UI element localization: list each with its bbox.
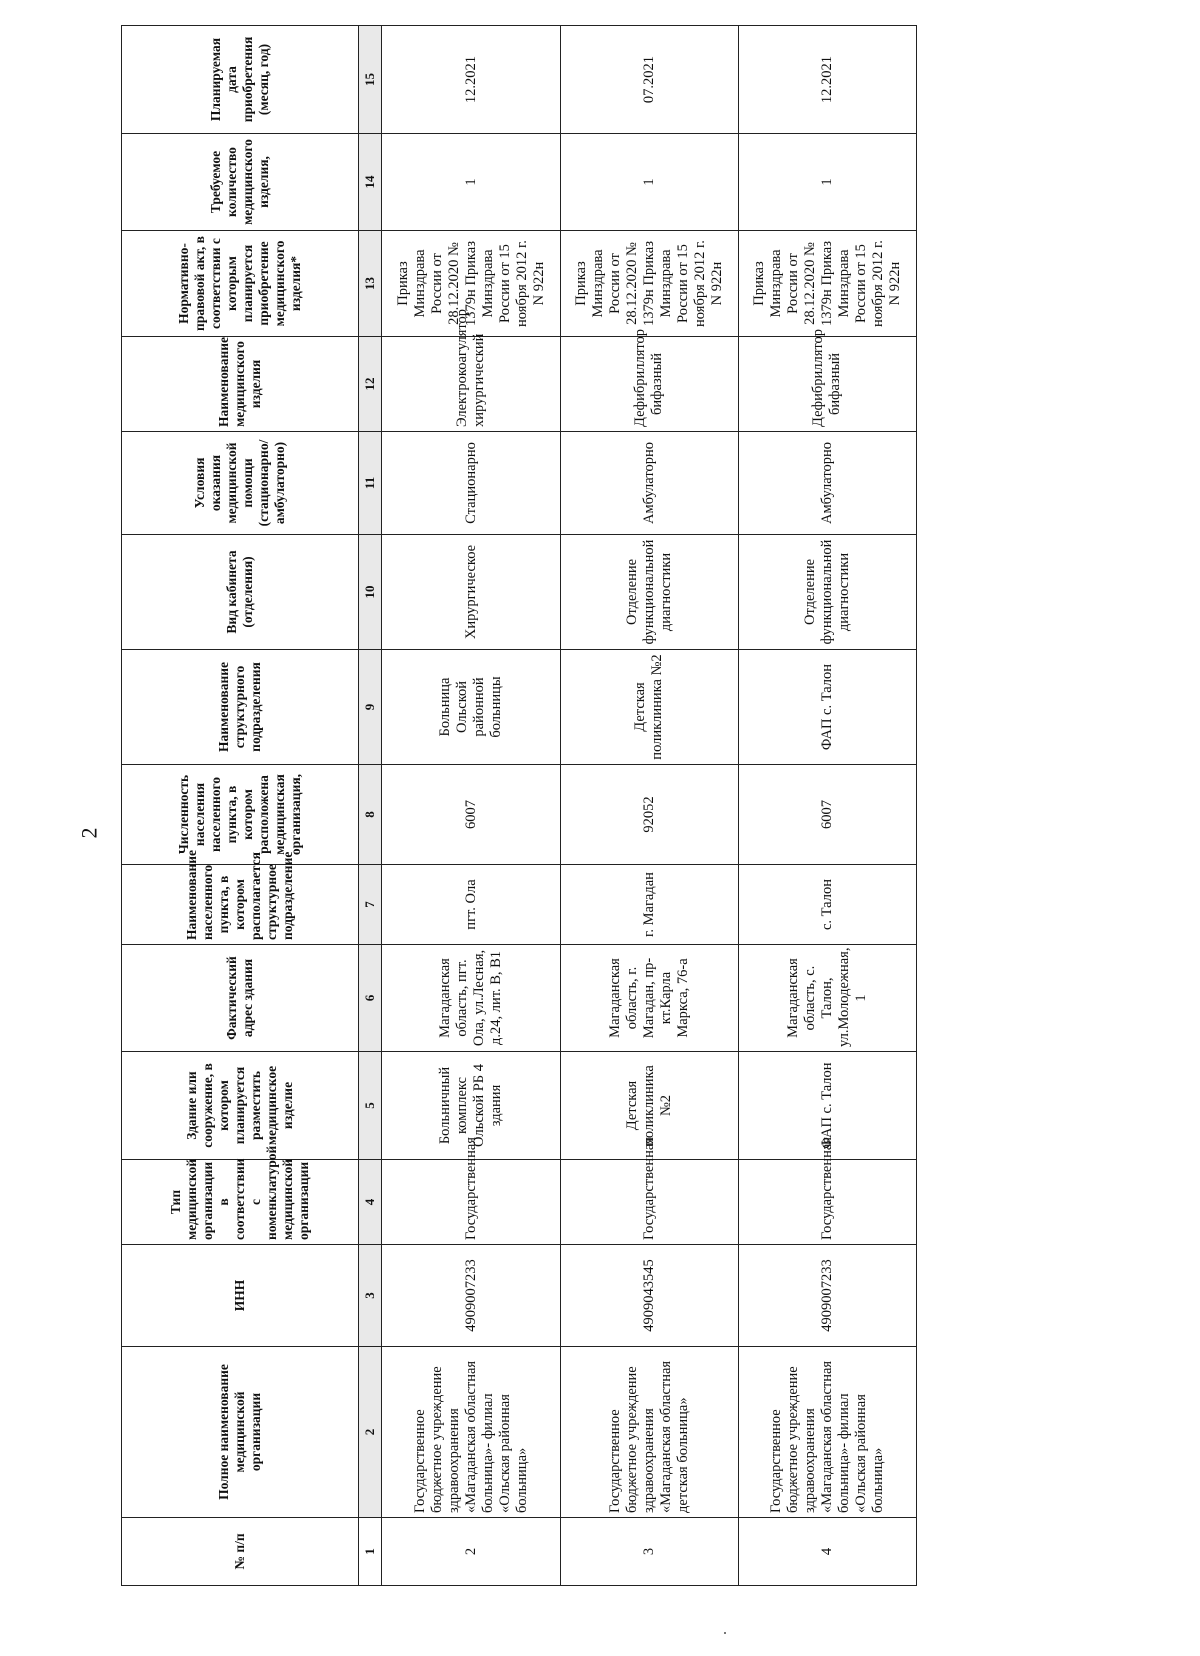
cell-org-name: Государственное бюджетное учреждение здравоохранения «Магаданская областная детская больница» — [560, 1347, 738, 1518]
header-cell: Требуемое количество медицинского изделия, — [122, 134, 359, 231]
cell-row-number: 4 — [738, 1518, 916, 1586]
cell-building: Детская поликлиника №2 — [560, 1052, 738, 1160]
header-row — [122, 26, 359, 1586]
header-cell: ИНН — [122, 1245, 359, 1347]
column-number: 2 — [359, 1347, 382, 1518]
equipment-table — [121, 25, 917, 1586]
cell-planned-date: 12.2021 — [382, 26, 560, 134]
cell-inn: 4909007233 — [738, 1245, 916, 1347]
column-number: 7 — [359, 865, 382, 945]
header-cell: Тип медицинской организации в соответствии с номенклатурой медицинской организации — [122, 1160, 359, 1245]
cell-device-name: Дефибриллятор бифазный — [738, 337, 916, 432]
table-row — [738, 26, 916, 1586]
cell-inn: 4909043545 — [560, 1245, 738, 1347]
cell-department: Хирургическое — [382, 535, 560, 650]
cell-conditions: Амбулаторно — [738, 432, 916, 535]
cell-legal-act: Приказ Минздрава России от 28.12.2020 № 1379н Приказ Минздрава России от 15 ноября 2012 г. N 922н — [560, 231, 738, 337]
cell-building: Больничный комплекс Ольской РБ 4 здания — [382, 1052, 560, 1160]
column-number: 4 — [359, 1160, 382, 1245]
cell-inn: 4909007233 — [382, 1245, 560, 1347]
column-number: 10 — [359, 535, 382, 650]
column-number: 8 — [359, 765, 382, 865]
cell-org-name: Государственное бюджетное учреждение здравоохранения «Магаданская областная больница»- филиал «Ольская районная больница» — [738, 1347, 916, 1518]
column-number: 1 — [359, 1518, 382, 1586]
cell-row-number: 2 — [382, 1518, 560, 1586]
cell-device-name: Дефибриллятор бифазный — [560, 337, 738, 432]
cell-population: 6007 — [382, 765, 560, 865]
scan-mark — [724, 1632, 726, 1634]
column-number: 6 — [359, 945, 382, 1052]
page-number: 2 — [76, 827, 102, 839]
header-cell: Наименование населенного пункта, в котором располагается структурное подразделение — [122, 865, 359, 945]
cell-org-type: Государственная — [382, 1160, 560, 1245]
cell-subdivision: Больница Ольской районной больницы — [382, 650, 560, 765]
column-number: 3 — [359, 1245, 382, 1347]
cell-address: Магаданская область, пгт. Ола, ул.Лесная, д.24, лит. В, В1 — [382, 945, 560, 1052]
cell-conditions: Амбулаторно — [560, 432, 738, 535]
cell-quantity: 1 — [382, 134, 560, 231]
cell-locality: с. Талон — [738, 865, 916, 945]
header-cell: № п/п — [122, 1518, 359, 1586]
header-cell: Полное наименование медицинской организации — [122, 1347, 359, 1518]
cell-population: 6007 — [738, 765, 916, 865]
header-cell: Условия оказания медицинской помощи (стационарно/ амбулаторно) — [122, 432, 359, 535]
column-number: 12 — [359, 337, 382, 432]
column-number: 13 — [359, 231, 382, 337]
header-cell: Численность населения населенного пункта, в котором расположена медицинская организация, — [122, 765, 359, 865]
table-row — [382, 26, 560, 1586]
cell-planned-date: 12.2021 — [738, 26, 916, 134]
cell-population: 92052 — [560, 765, 738, 865]
cell-quantity: 1 — [738, 134, 916, 231]
table-rotated — [121, 26, 917, 1586]
cell-legal-act: Приказ Минздрава России от 28.12.2020 № 1379н Приказ Минздрава России от 15 ноября 2012 г. N 922н — [382, 231, 560, 337]
cell-legal-act: Приказ Минздрава России от 28.12.2020 № 1379н Приказ Минздрава России от 15 ноября 2012 г. N 922н — [738, 231, 916, 337]
column-number-row — [359, 26, 382, 1586]
header-cell: Наименование структурного подразделения — [122, 650, 359, 765]
header-cell: Фактический адрес здания — [122, 945, 359, 1052]
cell-address: Магаданская область, с. Талон, ул.Молодежная, 1 — [738, 945, 916, 1052]
column-number: 5 — [359, 1052, 382, 1160]
header-cell: Нормативно-правовой акт, в соответствии с которым планируется приобретение медицинского изделия* — [122, 231, 359, 337]
header-cell: Здание или сооружение, в котором планируется разместить медицинское изделие — [122, 1052, 359, 1160]
cell-org-name: Государственное бюджетное учреждение здравоохранения «Магаданская областная больница»- филиал «Ольская районная больница» — [382, 1347, 560, 1518]
cell-locality: пгт. Ола — [382, 865, 560, 945]
cell-org-type: Государственная — [738, 1160, 916, 1245]
column-number: 15 — [359, 26, 382, 134]
cell-conditions: Стационарно — [382, 432, 560, 535]
cell-planned-date: 07.2021 — [560, 26, 738, 134]
cell-row-number: 3 — [560, 1518, 738, 1586]
cell-department: Отделение функциональной диагностики — [560, 535, 738, 650]
cell-quantity: 1 — [560, 134, 738, 231]
column-number: 14 — [359, 134, 382, 231]
cell-building: ФАП с. Талон — [738, 1052, 916, 1160]
cell-org-type: Государственная — [560, 1160, 738, 1245]
table-row — [560, 26, 738, 1586]
column-number: 11 — [359, 432, 382, 535]
header-cell: Вид кабинета (отделения) — [122, 535, 359, 650]
column-number: 9 — [359, 650, 382, 765]
cell-department: Отделение функциональной диагностики — [738, 535, 916, 650]
cell-locality: г. Магадан — [560, 865, 738, 945]
header-cell: Планируемая дата приобретения (месяц, год) — [122, 26, 359, 134]
cell-subdivision: Детская поликлиника №2 — [560, 650, 738, 765]
header-cell: Наименование медицинского изделия — [122, 337, 359, 432]
cell-subdivision: ФАП с. Талон — [738, 650, 916, 765]
cell-address: Магаданская область, г. Магадан, пр-кт.Карла Маркса, 76-а — [560, 945, 738, 1052]
table-frame — [121, 26, 917, 1586]
cell-device-name: Электрокоагулятор хирургический — [382, 337, 560, 432]
